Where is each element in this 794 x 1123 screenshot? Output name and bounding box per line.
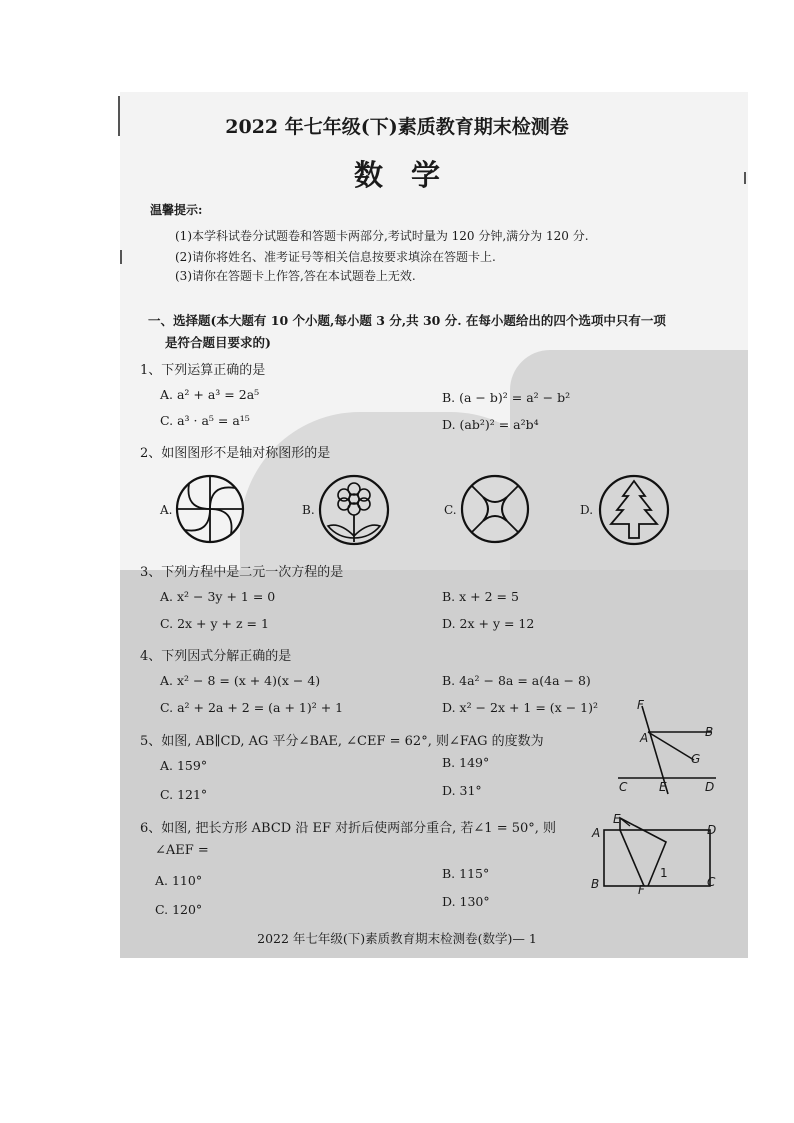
tips-heading: 温馨提示: [150, 203, 203, 217]
section-heading-cont: 是符合题目要求的) [165, 335, 271, 350]
point-label-f: F [637, 698, 644, 712]
q2-option-b: B. [302, 503, 315, 517]
subject-title: 数学 [353, 158, 468, 192]
q3-option-a: A. x² − 3y + 1 = 0 [160, 589, 276, 604]
question-5-stem: 5、如图, AB∥CD, AG 平分∠BAE, ∠CEF = 62°, 则∠FAG 的度数为 [140, 734, 544, 749]
point-label-g: G [691, 752, 701, 766]
q4-option-b: B. 4a² − 8a = a(4a − 8) [442, 673, 591, 688]
coin-figure [460, 474, 530, 544]
q6-option-a: A. 110° [155, 873, 203, 888]
q4-option-c: C. a² + 2a + 2 = (a + 1)² + 1 [160, 700, 344, 715]
q5-option-a: A. 159° [160, 758, 208, 773]
tree-figure [598, 474, 670, 546]
q1-option-d: D. (ab²)² = a²b⁴ [442, 417, 539, 432]
pinwheel-figure [175, 474, 245, 544]
q2-option-c: C. [444, 503, 457, 517]
page-footer: 2022 年七年级(下)素质教育期末检测卷(数学)— 1 [257, 931, 537, 946]
q4-option-d: D. x² − 2x + 1 = (x − 1)² [442, 700, 598, 715]
q5-option-d: D. 31° [442, 783, 482, 798]
question-4-stem: 4、下列因式分解正确的是 [140, 649, 292, 664]
point-label-a: A [592, 826, 601, 840]
point-label-d: D [707, 823, 717, 837]
q3-option-b: B. x + 2 = 5 [442, 589, 519, 604]
binding-mark [120, 250, 122, 264]
point-label-a: A [640, 731, 649, 745]
q3-option-d: D. 2x + y = 12 [442, 616, 535, 631]
q6-option-b: B. 115° [442, 866, 490, 881]
question-1-stem: 1、下列运算正确的是 [140, 363, 266, 378]
question-3-stem: 3、下列方程中是二元一次方程的是 [140, 565, 344, 580]
q4-option-a: A. x² − 8 = (x + 4)(x − 4) [160, 673, 321, 688]
exam-title: 2022 年七年级(下)素质教育期末检测卷 [225, 116, 569, 138]
point-label-b: B [591, 877, 600, 891]
point-label-e: E [659, 780, 667, 794]
q6-option-c: C. 120° [155, 902, 203, 917]
q5-option-c: C. 121° [160, 787, 208, 802]
point-label-b: B [705, 725, 714, 739]
point-label-c: C [619, 780, 628, 794]
question-6-stem-cont: ∠AEF = [155, 843, 209, 858]
point-label-c: C [707, 875, 716, 889]
q1-option-c: C. a³ · a⁵ = a¹⁵ [160, 413, 250, 428]
angle-label-1: 1 [660, 866, 668, 880]
q5-option-b: B. 149° [442, 755, 490, 770]
question-6-stem: 6、如图, 把长方形 ABCD 沿 EF 对折后使两部分重合, 若∠1 = 50°, 则 [140, 821, 557, 836]
flower-figure [318, 474, 390, 546]
question-2-stem: 2、如图图形不是轴对称图形的是 [140, 446, 331, 461]
q2-option-d: D. [580, 503, 594, 517]
tip-item: (1)本学科试卷分试题卷和答题卡两部分,考试时量为 120 分钟,满分为 120 分. [175, 229, 589, 243]
q3-option-c: C. 2x + y + z = 1 [160, 616, 269, 631]
point-label-e: E [613, 812, 621, 826]
q1-option-b: B. (a − b)² = a² − b² [442, 390, 571, 405]
q1-option-a: A. a² + a³ = 2a⁵ [160, 387, 260, 402]
point-label-f: F [638, 883, 645, 897]
section-heading: 一、选择题(本大题有 10 个小题,每小题 3 分,共 30 分. 在每小题给出的四个选项中只有一项 [148, 313, 666, 328]
tip-item: (3)请你在答题卡上作答,答在本试题卷上无效. [175, 269, 416, 283]
point-label-d: D [705, 780, 715, 794]
q6-option-d: D. 130° [442, 894, 490, 909]
q2-option-a: A. [160, 503, 173, 517]
tip-item: (2)请你将姓名、准考证号等相关信息按要求填涂在答题卡上. [175, 250, 496, 264]
